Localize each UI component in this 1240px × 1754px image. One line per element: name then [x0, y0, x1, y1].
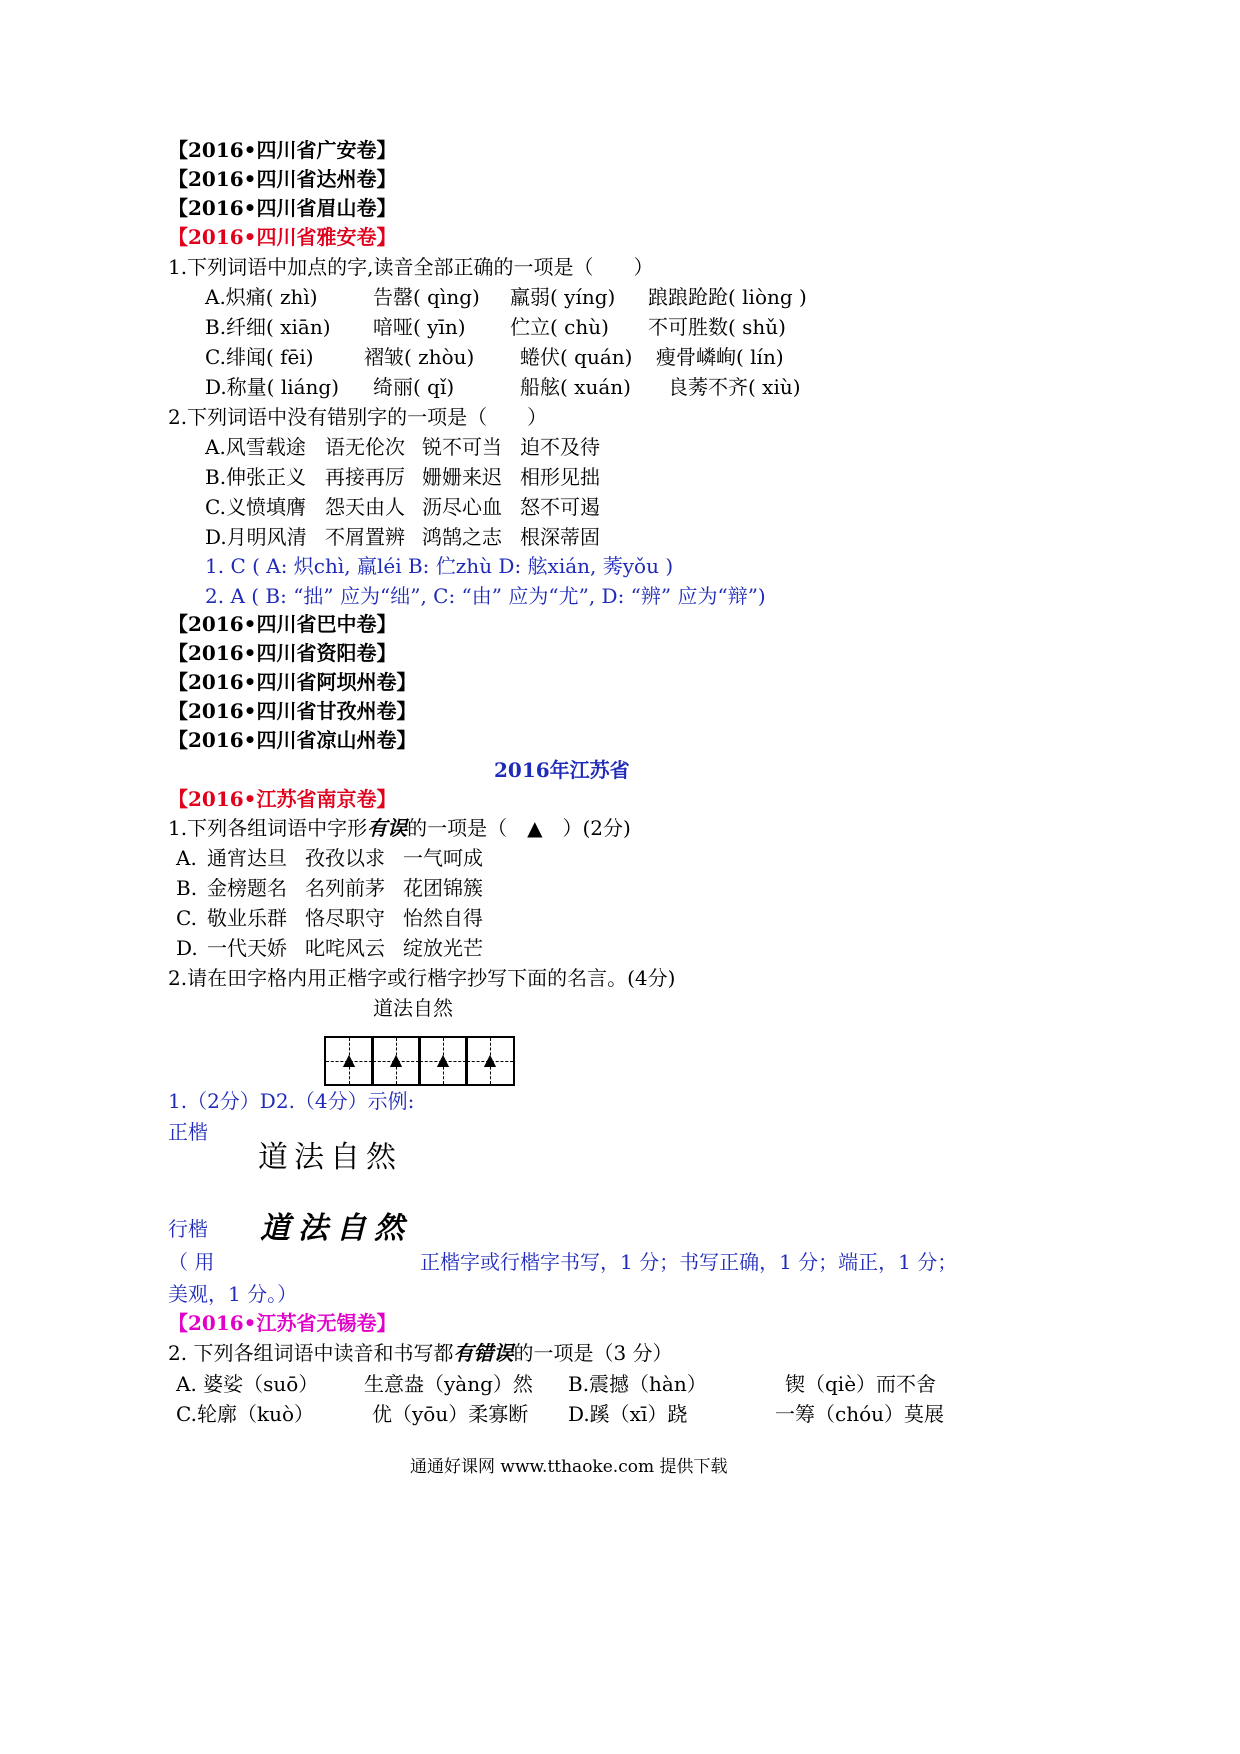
header-bazhong: 【2016•四川省巴中卷】: [168, 612, 397, 636]
header-yaan: 【2016•四川省雅安卷】: [168, 225, 397, 249]
nanjing-q1-stem-after: 的一项是（ ▲ ）(2分): [407, 816, 631, 840]
yaan-q2-c-4: 怒不可遏: [520, 495, 600, 519]
yaan-q2-a-4: 迫不及待: [520, 435, 600, 459]
box-mark-3: ▲: [436, 1050, 450, 1070]
yaan-answer-1: 1. C ( A: 炽chì, 羸léi B: 伫zhù D: 舷xián, 莠yǒu ): [205, 554, 674, 578]
yaan-q1-c-3: 蜷伏( quán): [520, 345, 633, 369]
nanjing-q1-c-2: 恪尽职守: [305, 906, 385, 930]
nanjing-q1-b-2: 名列前茅: [305, 876, 385, 900]
wuxi-q2-a-2: 生意盎（yàng）然: [364, 1372, 533, 1396]
nanjing-answer-line: 1.（2分）D2.（4分）示例:: [168, 1089, 415, 1113]
sample-running-script: 道法自然: [260, 1211, 412, 1246]
yaan-q1-stem: 1.下列词语中加点的字,读音全部正确的一项是（ ）: [168, 255, 654, 279]
box-mark-2: ▲: [389, 1050, 403, 1070]
yaan-q1-b-4: 不可胜数( shǔ): [648, 315, 786, 339]
yaan-q1-d-1: D.称量( liáng): [205, 375, 340, 399]
yaan-q2-b-3: 姗姗来迟: [422, 465, 502, 489]
wuxi-q2-d-2: 一筹（chóu）莫展: [775, 1402, 945, 1426]
yaan-q2-a-3: 锐不可当: [422, 435, 502, 459]
tianzige-box-3[interactable]: [418, 1036, 468, 1086]
yaan-q2-d-4: 根深蒂固: [520, 525, 600, 549]
wuxi-q2-c-1: C.轮廓（kuò）: [176, 1402, 314, 1426]
tianzige-box-4[interactable]: [465, 1036, 515, 1086]
wuxi-q2-a-1: A. 婆娑（suō）: [176, 1372, 319, 1396]
wuxi-q2-stem-emphasis: 有错误: [453, 1341, 514, 1365]
sample-regular-script: 道法自然: [258, 1140, 402, 1175]
wuxi-q2-d-1: D.蹊（xī）跷: [568, 1402, 688, 1426]
nanjing-note-b: 正楷字或行楷字书写，1 分；书写正确，1 分；端正，1 分；: [420, 1250, 958, 1274]
yaan-q2-stem: 2.下列词语中没有错别字的一项是（ ）: [168, 405, 548, 429]
yaan-q1-a-2: 告罄( qìng): [373, 285, 480, 309]
box-mark-1: ▲: [342, 1050, 356, 1070]
wuxi-q2-stem-before: 2. 下列各组词语中读音和书写都: [168, 1341, 454, 1365]
wuxi-q2-b-1: B.震撼（hàn）: [568, 1372, 707, 1396]
box-mark-4: ▲: [483, 1050, 497, 1070]
yaan-answer-2: 2. A ( B: “拙” 应为“绌”, C: “由” 应为“尤”, D: “辨” 应为“辩”): [205, 584, 766, 608]
tianzige-box-1[interactable]: [324, 1036, 374, 1086]
yaan-q1-a-3: 羸弱( yíng): [510, 285, 616, 309]
yaan-q1-b-2: 喑哑( yīn): [373, 315, 466, 339]
yaan-q2-b-1: B.伸张正义: [205, 465, 307, 489]
nanjing-q1-a-2: 孜孜以求: [305, 846, 385, 870]
nanjing-q2-phrase: 道法自然: [373, 996, 453, 1020]
yaan-q2-c-2: 怨天由人: [325, 495, 405, 519]
yaan-q1-c-4: 瘦骨嶙峋( lín): [656, 345, 784, 369]
wuxi-q2-b-2: 锲（qiè）而不舍: [785, 1372, 937, 1396]
label-regular-script: 正楷: [168, 1120, 208, 1144]
label-running-script: 行楷: [168, 1217, 208, 1241]
nanjing-q1-c-letter: C.: [176, 906, 197, 930]
header-nanjing: 【2016•江苏省南京卷】: [168, 787, 397, 811]
nanjing-q1-stem: [168, 815, 631, 841]
nanjing-q1-b-1: 金榜题名: [207, 876, 287, 900]
nanjing-q1-a-letter: A.: [176, 846, 197, 870]
header-ziyang: 【2016•四川省资阳卷】: [168, 641, 397, 665]
header-dazhou: 【2016•四川省达州卷】: [168, 167, 397, 191]
nanjing-note-c: 美观，1 分。）: [168, 1282, 298, 1306]
tianzige-box-2[interactable]: [371, 1036, 421, 1086]
yaan-q1-d-3: 船舷( xuán): [520, 375, 631, 399]
nanjing-q1-d-letter: D.: [176, 936, 198, 960]
nanjing-q1-b-3: 花团锦簇: [403, 876, 483, 900]
yaan-q2-b-2: 再接再厉: [325, 465, 405, 489]
nanjing-q1-d-1: 一代天娇: [207, 936, 287, 960]
header-aba: 【2016•四川省阿坝州卷】: [168, 670, 417, 694]
yaan-q1-b-1: B.纤细( xiān): [205, 315, 331, 339]
header-meishan: 【2016•四川省眉山卷】: [168, 196, 397, 220]
yaan-q1-b-3: 伫立( chù): [510, 315, 609, 339]
yaan-q1-a-1: A.炽痛( zhì): [205, 285, 318, 309]
yaan-q1-a-4: 踉踉跄跄( liòng ): [648, 285, 807, 309]
yaan-q1-d-4: 良莠不齐( xiù): [668, 375, 801, 399]
header-ganzi: 【2016•四川省甘孜州卷】: [168, 699, 417, 723]
yaan-q1-d-2: 绮丽( qǐ): [373, 375, 455, 399]
nanjing-q1-stem-emphasis: 有误: [367, 816, 408, 840]
wuxi-q2-stem-after: 的一项是（3 分）: [513, 1341, 673, 1365]
yaan-q2-d-1: D.月明风清: [205, 525, 307, 549]
nanjing-q1-c-1: 敬业乐群: [207, 906, 287, 930]
nanjing-q2-stem: 2.请在田字格内用正楷字或行楷字抄写下面的名言。(4分): [168, 966, 676, 990]
header-liangshan: 【2016•四川省凉山州卷】: [168, 728, 417, 752]
yaan-q2-a-1: A.风雪载途: [205, 435, 306, 459]
yaan-q2-d-3: 鸿鹄之志: [422, 525, 502, 549]
yaan-q2-a-2: 语无伦次: [325, 435, 405, 459]
yaan-q1-c-2: 褶皱( zhòu): [364, 345, 475, 369]
yaan-q2-b-4: 相形见拙: [520, 465, 600, 489]
header-guangan: 【2016•四川省广安卷】: [168, 138, 397, 162]
nanjing-q1-stem-before: 1.下列各组词语中字形: [168, 816, 368, 840]
nanjing-q1-b-letter: B.: [176, 876, 198, 900]
yaan-q2-c-3: 沥尽心血: [422, 495, 502, 519]
header-wuxi: 【2016•江苏省无锡卷】: [168, 1311, 397, 1335]
nanjing-q1-d-3: 绽放光芒: [403, 936, 483, 960]
yaan-q2-d-2: 不屑置辨: [325, 525, 405, 549]
section-title-jiangsu: 2016年江苏省: [494, 758, 630, 782]
nanjing-q1-c-3: 怡然自得: [403, 906, 483, 930]
wuxi-q2-c-2: 优（yōu）柔寡断: [372, 1402, 529, 1426]
wuxi-q2-stem: [168, 1340, 673, 1366]
yaan-q1-c-1: C.绯闻( fēi): [205, 345, 314, 369]
yaan-q2-c-1: C.义愤填膺: [205, 495, 306, 519]
nanjing-q1-a-1: 通宵达旦: [207, 846, 287, 870]
nanjing-note-a: （ 用: [168, 1250, 215, 1274]
nanjing-q1-d-2: 叱咤风云: [305, 936, 385, 960]
nanjing-q1-a-3: 一气呵成: [403, 846, 483, 870]
page-footer: 通通好课网 www.tthaoke.com 提供下载: [410, 1457, 728, 1477]
